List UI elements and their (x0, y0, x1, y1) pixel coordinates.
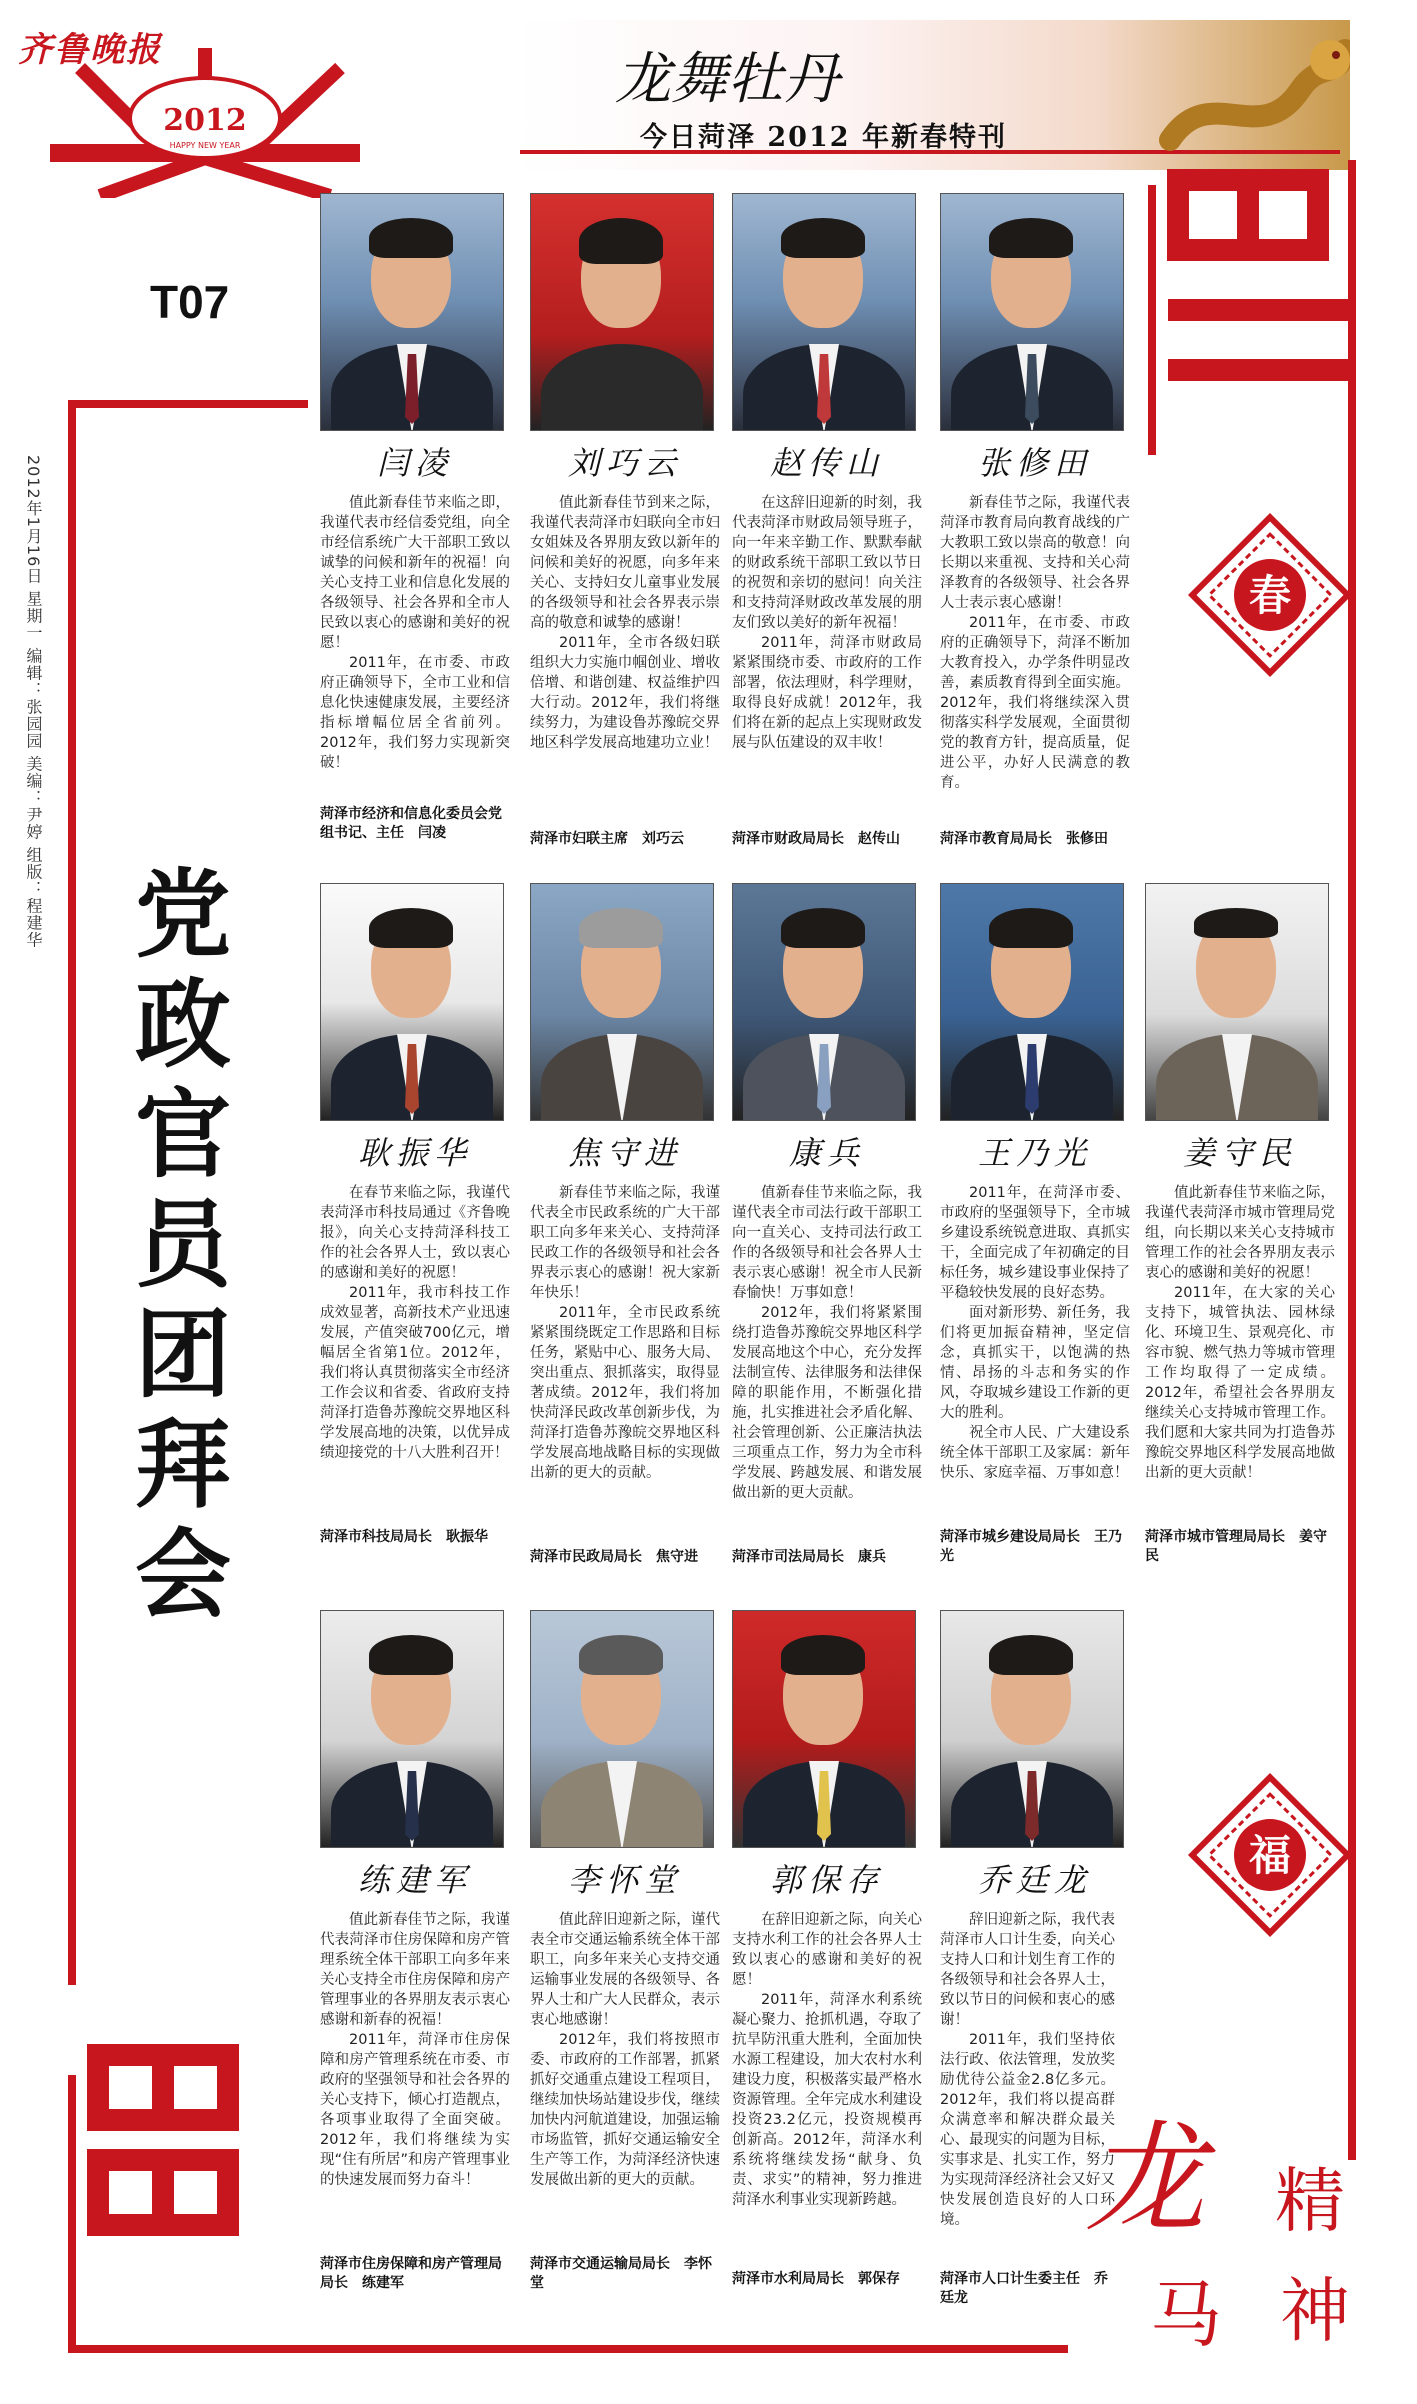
message-paragraph: 面对新形势、新任务，我们将更加振奋精神，坚定信念，真抓实干，以饱满的热情、昂扬的斗志和务实的作风，夺取城乡建设工作新的更大的胜利。 (940, 1305, 1130, 1421)
message-paragraph: 2011年，全市民政系统紧紧围绕既定工作思路和目标任务，紧贴中心、服务大局、突出重点、狠抓落实，取得显著成绩。2012年，我们将加快菏泽民政改革创新步伐，为菏泽打造鲁苏豫皖交界地区科学发展高地战略目标的实现做出新的更大的贡献。 (530, 1305, 720, 1481)
message-paragraph: 新春佳节之际，我谨代表菏泽市教育局向教育战线的广大教职工致以崇高的敬意！向长期以来重视、支持和关心菏泽教育的各级领导、社会各界人士表示衷心感谢！ (940, 495, 1130, 611)
official-message (320, 1910, 510, 2190)
official-title: 菏泽市人口计生委主任 乔廷龙 (940, 2271, 1108, 2306)
message-paragraph: 2012年，我们将按照市委、市政府的工作部署，抓紧抓好交通重点建设工程项目，继续加快场站建设步伐，继续加快内河航道建设，加强运输市场监管，抓好交通运输安全生产等工作，为菏泽经济快速发展做出新的更大的贡献。 (530, 2032, 720, 2188)
message-paragraph: 2012年，我们将紧紧围绕打造鲁苏豫皖交界地区科学发展高地这个中心，充分发挥法制宣传、法律服务和法律保障的职能作用，不断强化措施，扎实推进社会矛盾化解、社会管理创新、公正廉洁执法三项重点工作，努力为全市科学发展、跨越发展、和谐发展做出新的更大贡献。 (732, 1305, 922, 1501)
fu-paper-cut (1185, 1770, 1355, 1940)
official-signature: 练建军 (357, 1861, 472, 1899)
message-paragraph: 2011年，我们坚持依法行政、依法管理，发放奖励优待公益金2.8亿多元。2012年，我们将以提高群众满意率和解决群众最关心、最现实的问题为目标，实事求是、扎实工作，努力为实现菏泽经济社会又好又快发展创造良好的人口环境。 (940, 2032, 1115, 2228)
message-paragraph: 值此新春佳节来临之即，我谨代表市经信委党组，向全市经信系统广大干部职工致以诚挚的问候和新年的祝福！向关心支持工业和信息化发展的各级领导、社会各界和全市人民致以衷心的感谢和美好的祝愿！ (320, 495, 510, 651)
message-paragraph: 在这辞旧迎新的时刻，我代表菏泽市财政局领导班子，向一年来辛勤工作、默默奉献的财政系统干部职工致以节日的祝贺和亲切的慰问！向关注和支持菏泽财政改革发展的朋友们致以美好的新年祝福！ (732, 495, 922, 631)
official-message (530, 1183, 720, 1483)
official-photo (732, 193, 916, 431)
official-message (530, 1910, 720, 2190)
official-message (732, 1910, 922, 2210)
dragon-icon (1150, 20, 1350, 170)
message-paragraph: 2011年，在市委、市政府的正确领导下，菏泽不断加大教育投入，办学条件明显改善，素质教育得到全面实施。2012年，我们将继续深入贯彻落实科学发展观，全面贯彻党的教育方针，提高质量，促进公平，办好人民满意的教育。 (940, 615, 1130, 791)
slogan-calligraphy (1075, 2110, 1385, 2380)
official-title: 菏泽市妇联主席 刘巧云 (530, 831, 684, 847)
official-photo (940, 883, 1124, 1121)
official-title: 菏泽市住房保障和房产管理局局长 练建军 (320, 2256, 502, 2291)
official-signature: 李怀堂 (567, 1861, 682, 1899)
official-photo (320, 193, 504, 431)
official-photo (530, 1610, 714, 1848)
official-message (320, 1183, 510, 1463)
frame-left-bar (68, 400, 76, 1985)
slogan-char-1: 龙 (1085, 2110, 1205, 2249)
official-title: 菏泽市城乡建设局局长 王乃光 (940, 1529, 1122, 1564)
message-paragraph: 2011年，我市科技工作成效显著，高新技术产业迅速发展，产值突破700亿元，增幅居全省第1位。2012年，我们将认真贯彻落实全市经济工作会议和省委、省政府支持菏泽打造鲁苏豫皖交界地区科学发展高地的决策，以优异成绩迎接党的十八大胜利召开！ (320, 1285, 510, 1461)
official-message (1145, 1183, 1335, 1483)
official-photo (530, 883, 714, 1121)
official-photo (940, 1610, 1124, 1848)
message-paragraph: 在春节来临之际，我谨代表菏泽市科技局通过《齐鲁晚报》，向关心支持菏泽科技工作的社会各界人士，致以衷心的感谢和美好的祝愿！ (320, 1185, 510, 1281)
official-message (940, 1910, 1115, 2230)
official-signature: 郭保存 (769, 1861, 884, 1899)
spring-paper-cut (1185, 510, 1355, 680)
official-photo (320, 883, 504, 1121)
message-paragraph: 值此新春佳节来临之际，我谨代表菏泽市城市管理局党组，向长期以来关心支持城市管理工作的社会各界朋友表示衷心的感谢和美好的祝愿！ (1145, 1185, 1335, 1281)
official-message (732, 493, 922, 753)
message-paragraph: 2011年，菏泽市财政局紧紧围绕市委、市政府的工作部署，依法理财，科学理财，取得良好成就！2012年，我们将在新的起点上实现财政发展与队伍建设的双丰收！ (732, 635, 922, 751)
official-message (530, 493, 720, 753)
official-title: 菏泽市经济和信息化委员会党组书记、主任 闫凌 (320, 806, 502, 841)
official-title: 菏泽市教育局局长 张修田 (940, 831, 1108, 847)
message-paragraph: 2011年，菏泽市住房保障和房产管理系统在市委、市政府的坚强领导和社会各界的关心支持下，倾心打造靓点，各项事业取得了全面突破。2012年，我们将继续为实现“住有所居”和房产管理事业的快速发展而努力奋斗！ (320, 2032, 510, 2188)
message-paragraph: 值此新春佳节到来之际，我谨代表菏泽市妇联向全市妇女姐妹及各界朋友致以新年的问候和美好的祝愿，向多年来关心、支持妇女儿童事业发展的各级领导和社会各界表示崇高的敬意和诚挚的感谢！ (530, 495, 720, 631)
official-title: 菏泽市水利局局长 郭保存 (732, 2271, 900, 2287)
official-signature: 康兵 (788, 1134, 865, 1172)
corner-knot-bottom-left (68, 1985, 268, 2355)
official-message (940, 493, 1130, 793)
page-number: T07 (150, 276, 230, 328)
official-signature: 张修田 (977, 444, 1092, 482)
year-emblem (40, 48, 370, 198)
official-signature: 刘巧云 (567, 444, 682, 482)
official-message (732, 1183, 922, 1503)
official-photo (732, 1610, 916, 1848)
message-paragraph: 2011年，在大家的关心支持下，城管执法、园林绿化、环境卫生、景观亮化、市容市貌、燃气热力等城市管理工作均取得了一定成绩。2012年，希望社会各界朋友继续关心支持城市管理工作。我们愿和大家共同为打造鲁苏豫皖交界地区科学发展高地做出新的更大贡献！ (1145, 1285, 1335, 1481)
official-title: 菏泽市司法局局长 康兵 (732, 1549, 886, 1565)
issue-subtitle: 今日菏泽 2012 年新春特刊 (640, 122, 1007, 153)
official-photo (732, 883, 916, 1121)
official-signature: 乔廷龙 (977, 1861, 1092, 1899)
official-message (320, 493, 510, 773)
message-paragraph: 祝全市人民、广大建设系统全体干部职工及家属：新年快乐、家庭幸福、万事如意！ (940, 1425, 1130, 1481)
official-signature: 耿振华 (357, 1134, 472, 1172)
year-text: 2012 (163, 103, 247, 138)
message-paragraph: 在辞旧迎新之际，向关心支持水利工作的社会各界人士致以衷心的感谢和美好的祝愿！ (732, 1912, 922, 1988)
header-calligraphy: 龙舞牡丹 (615, 47, 839, 112)
official-photo (320, 1610, 504, 1848)
official-photo (940, 193, 1124, 431)
official-title: 菏泽市民政局局长 焦守进 (530, 1549, 698, 1565)
official-signature: 赵传山 (769, 444, 884, 482)
fu-char: 福 (1248, 1831, 1292, 1880)
newspaper-brand: 齐鲁晚报 (18, 30, 162, 70)
official-title: 菏泽市城市管理局局长 姜守民 (1145, 1529, 1327, 1564)
message-paragraph: 2011年，全市各级妇联组织大力实施巾帼创业、增收倍增、和谐创建、权益维护四大行动。2012年，我们将继续努力，为建设鲁苏豫皖交界地区科学发展高地建功立业！ (530, 635, 720, 751)
issue-info: 2012年1月16日 星期一 编辑：张园园 美编：尹婷 组版：程建华 (24, 455, 43, 949)
official-title: 菏泽市财政局局长 赵传山 (732, 831, 900, 847)
message-paragraph: 辞旧迎新之际，我代表菏泽市人口计生委，向关心支持人口和计划生育工作的各级领导和社会各界人士，致以节日的问候和衷心的感谢！ (940, 1912, 1115, 2028)
official-title: 菏泽市交通运输局局长 李怀堂 (530, 2256, 712, 2291)
message-paragraph: 2011年，菏泽水利系统凝心聚力、抢抓机遇，夺取了抗旱防汛重大胜利，全面加快水源工程建设，加大农村水利建设力度，积极落实最严格水资源管理。全年完成水利建设投资23.2亿元，投资规模再创新高。2012年，菏泽水利系统将继续发扬“献身、负责、求实”的精神，努力推进菏泽水利事业实现新跨越。 (732, 1992, 922, 2208)
slogan-char-4: 神 (1280, 2270, 1350, 2352)
official-title: 菏泽市科技局局长 耿振华 (320, 1529, 488, 1545)
message-paragraph: 值新春佳节来临之际，我谨代表全市司法行政干部职工向一直关心、支持司法行政工作的各级领导和社会各界人士表示衷心感谢！祝全市人民新春愉快！万事如意！ (732, 1185, 922, 1301)
official-message (940, 1183, 1130, 1483)
slogan-char-2: 马 (1150, 2273, 1223, 2357)
emblem-caption: HAPPY NEW YEAR (169, 141, 241, 150)
official-photo (1145, 883, 1329, 1121)
official-signature: 王乃光 (977, 1134, 1092, 1172)
corner-knot-top-right (1148, 160, 1358, 470)
message-paragraph: 2011年，在菏泽市委、市政府的坚强领导下，全市城乡建设系统锐意进取、真抓实干，全面完成了年初确定的目标任务，城乡建设事业保持了平稳较快发展的良好态势。 (940, 1185, 1130, 1301)
page-title: 党政官员团拜会 (135, 859, 231, 1631)
official-signature: 闫凌 (376, 444, 453, 482)
message-paragraph: 值此辞旧迎新之际，谨代表全市交通运输系统全体干部职工，向多年来关心支持交通运输事业发展的各级领导、各界人士和广大人民群众，表示衷心地感谢！ (530, 1912, 720, 2028)
message-paragraph: 值此新春佳节之际，我谨代表菏泽市住房保障和房产管理系统全体干部职工向多年来关心支持全市住房保障和房产管理事业的各界朋友表示衷心感谢和新春的祝福！ (320, 1912, 510, 2028)
official-signature: 姜守民 (1182, 1134, 1297, 1172)
slogan-char-3: 精 (1275, 2160, 1345, 2242)
spring-char: 春 (1248, 571, 1292, 620)
message-paragraph: 2011年，在市委、市政府正确领导下，全市工业和信息化快速健康发展，主要经济指标增幅位居全省前列。2012年，我们努力实现新突破！ (320, 655, 510, 771)
message-paragraph: 新春佳节来临之际，我谨代表全市民政系统的广大干部职工向多年来关心、支持菏泽民政工作的各级领导和社会各界表示衷心的感谢！祝大家新年快乐！ (530, 1185, 720, 1301)
official-photo (530, 193, 714, 431)
frame-top-bar (68, 400, 308, 408)
official-signature: 焦守进 (567, 1134, 682, 1172)
